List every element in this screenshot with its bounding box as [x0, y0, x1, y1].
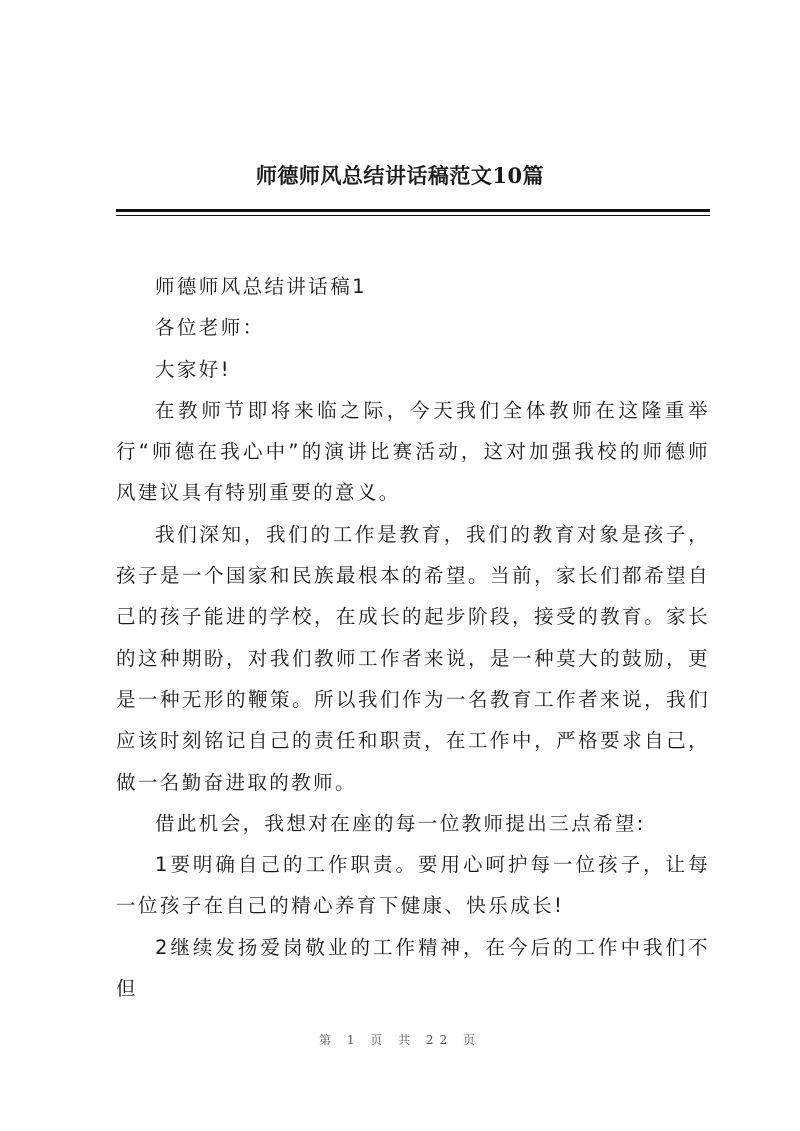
body-paragraph: 2继续发扬爱岗敬业的工作精神，在今后的工作中我们不但: [116, 935, 710, 1001]
body-paragraph: 我们深知，我们的工作是教育，我们的教育对象是孩子，孩子是一个国家和民族最根本的希望。当前，家长们都希望自己的孩子能进的学校，在成长的起步阶段，接受的教育。家长的这种期盼，对我们教师工作者来说，是一种莫大的鼓励，更是一种无形的鞭策。所以我们作为一名教育工作者来说，我们应该时刻铭记自己的责任和职责，在工作中，严格要求自己，做一名勤奋进取的教师。: [116, 522, 710, 794]
title-divider: [116, 209, 710, 212]
salutation: 各位老师：: [155, 316, 265, 340]
document-body: [116, 266, 710, 1009]
title-divider-thin: [116, 215, 710, 216]
section-heading: 师德师风总结讲话稿1: [155, 275, 367, 298]
document-title: 师德师风总结讲话稿范文10篇: [255, 163, 545, 188]
greeting: 大家好!: [155, 357, 231, 381]
page-number-footer: 第 1 页 共 22 页: [319, 1033, 481, 1047]
body-paragraph: 1要明确自己的工作职责。要用心呵护每一位孩子，让每一位孩子在自己的精心养育下健康、快乐成长!: [116, 853, 710, 918]
body-paragraph: 在教师节即将来临之际，今天我们全体教师在这隆重举行“师德在我心中”的演讲比赛活动，这对加强我校的师德师风建议具有特别重要的意义。: [116, 398, 710, 505]
body-paragraph: 借此机会，我想对在座的每一位教师提出三点希望:: [155, 811, 646, 835]
